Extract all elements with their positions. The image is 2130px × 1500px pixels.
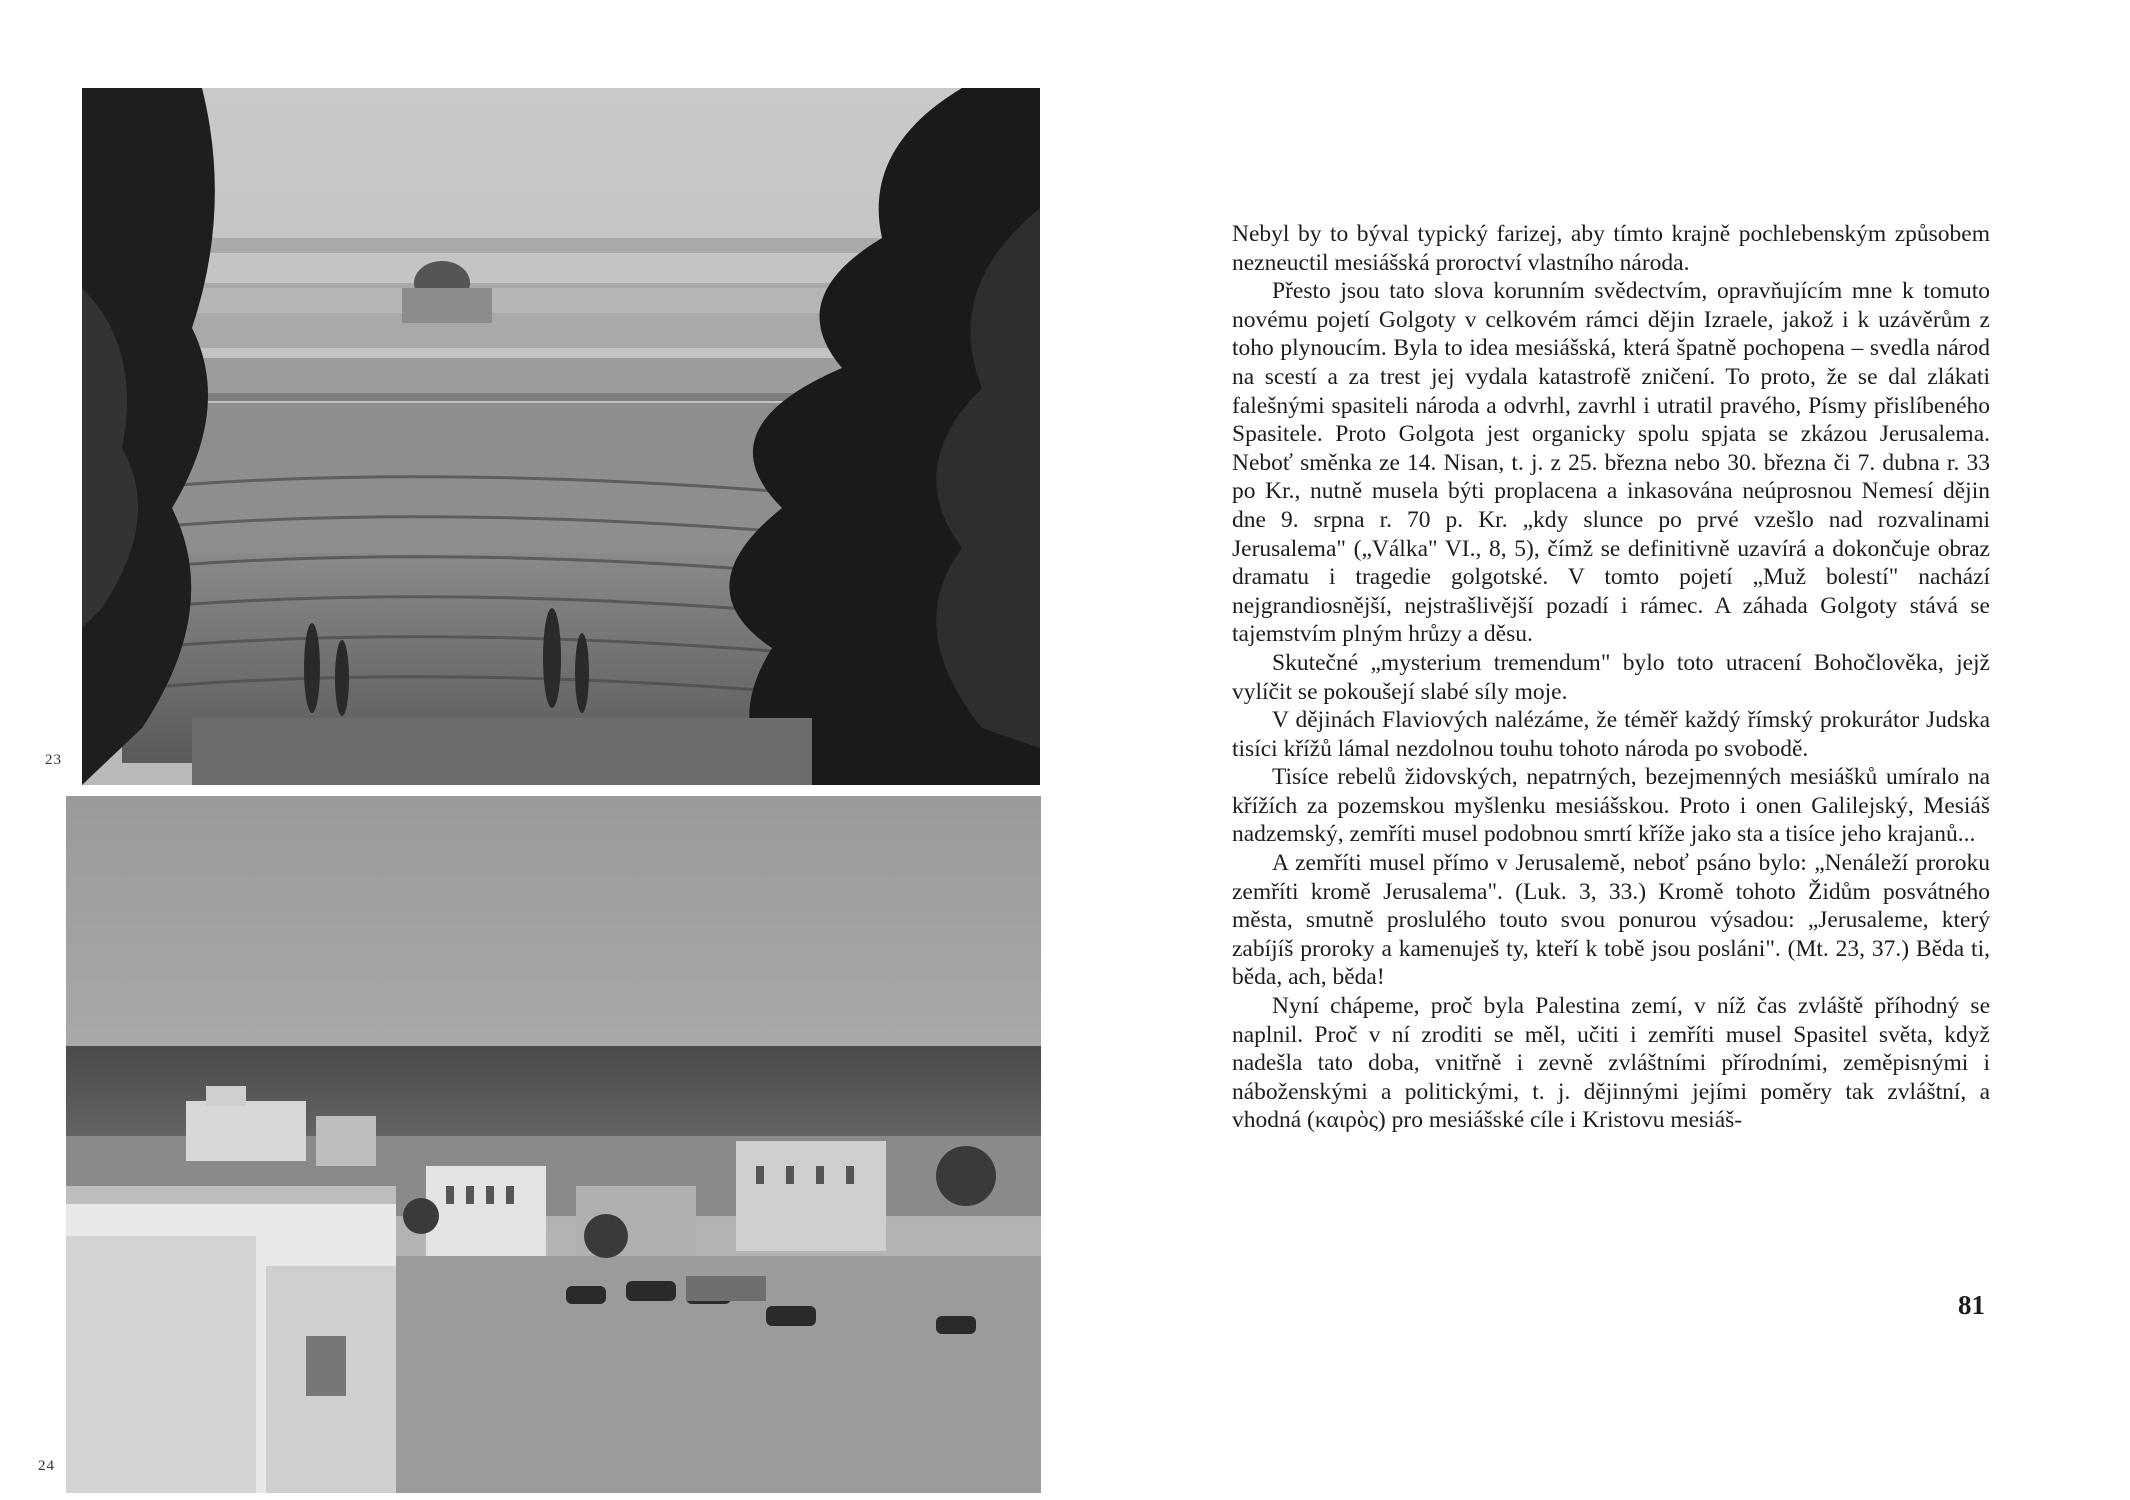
paragraph: A zemříti musel přímo v Jerusalemě, neboť psáno bylo: „Nenáleží proroku zemříti kromě Jerusalema". (Luk. 3, 33.) Kromě tohoto Židům posvátného města, smutně proslulého touto svou ponurou výsadou: „Jerusaleme, který zabíjíš proroky a kamenuješ ty, kteří k tobě jsou posláni". (Mt. 23, 37.) Běda ti, běda, ach, běda! xyxy=(1232,850,1990,991)
body-text xyxy=(1232,220,1990,1135)
paragraph: Přesto jsou tato slova korunním svědectvím, opravňujícím mne k tomuto novému pojetí Golgoty v celkovém rámci dějin Izraele, jakož i k uzávěrům z toho plynoucím. Byla to idea mesiášská, která špatně pochopena – svedla národ na scestí a za trest jej vydala katastrofě zničení. To proto, že se dal zlákati falešnými spasiteli národa a odvrhl, zavrhl i utratil pravého, Písmy přislíbeného Spasitele. Proto Golgota jest organicky spolu spjata se zkázou Jerusalema. Neboť směnka ze 14. Nisan, t. j. z 25. března nebo 30. března či 7. dubna r. 33 po Kr., nutně musela býti proplacena a inkasována neúprosnou Nemesí dějin dne 9. srpna r. 70 p. Kr. „kdy slunce po prvé vzešlo nad rozvalinami Jerusalema" („Válka" VI., 8, 5), čímž se definitivně uzavírá a dokončuje obraz dramatu i tragedie golgotské. V tomto pojetí „Muž bolestí" nachází nejgrandiosnější, nejstrašlivější pozadí i rámec. A záhada Golgoty stává se tajemstvím plným hrůzy a děsu. xyxy=(1232,278,1990,648)
page-number: 81 xyxy=(1958,1290,1985,1320)
paragraph: V dějinách Flaviových nalézáme, že téměř každý římský prokurátor Judska tisíci křížů lámal nezdolnou touhu tohoto národa po svobodě. xyxy=(1232,707,1990,762)
coastal-city-photo xyxy=(66,796,1041,1493)
jerusalem-view-photo xyxy=(82,88,1040,785)
plate-number: 24 xyxy=(38,1458,55,1474)
paragraph: Nebyl by to býval typický farizej, aby tímto krajně pochlebenským způsobem nezneuctil mesiášská proroctví vlastního národa. xyxy=(1232,221,1990,276)
paragraph: Nyní chápeme, proč byla Palestina zemí, v níž čas zvláště příhodný se naplnil. Proč v ní zroditi se měl, učiti i zemříti musel Spasitel světa, když nadešla tato doba, vnitřně i zevně zvláštními přírodními, zeměpisnými i náboženskými a politickými, t. j. dějinnými jejími poměry tak zvláštní, a vhodná (καιρὸς) pro mesiášské cíle i Kristovu mesiáš- xyxy=(1232,993,1990,1134)
coastal-city-view-icon xyxy=(66,796,1041,1493)
plate-number: 23 xyxy=(45,752,62,768)
jerusalem-view-icon xyxy=(82,88,1040,785)
paragraph: Tisíce rebelů židovských, nepatrných, bezejmenných mesiášků umíralo na křížích za pozemskou myšlenku mesiášskou. Proto i onen Galilejský, Mesiáš nadzemský, zemříti musel podobnou smrtí kříže jako sta a tisíce jeho krajanů... xyxy=(1232,764,1990,848)
paragraph: Skutečné „mysterium tremendum" bylo toto utracení Bohočlověka, jejž vylíčit se pokoušejí slabé síly moje. xyxy=(1232,649,1990,705)
